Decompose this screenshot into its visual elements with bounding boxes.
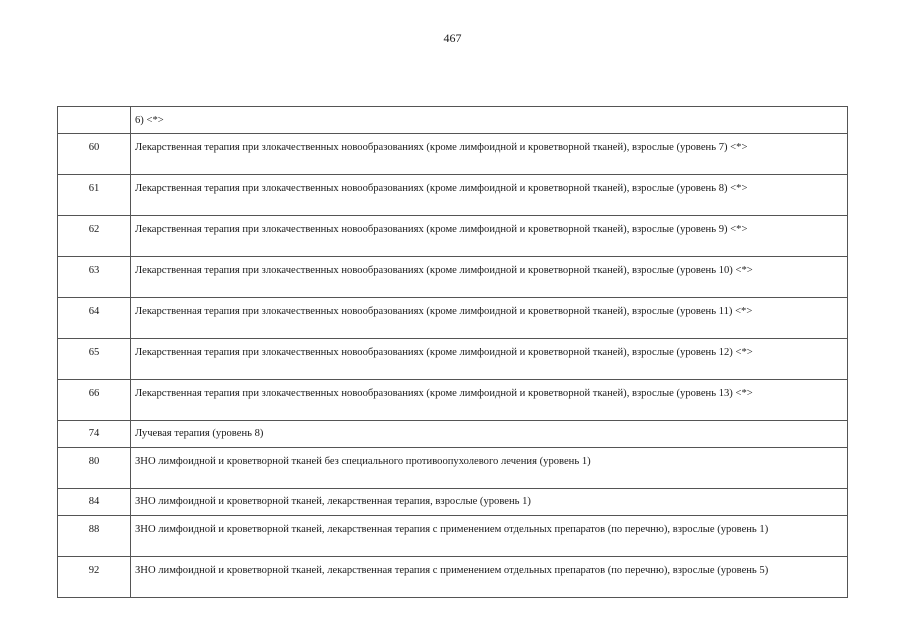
- row-number: 88: [88, 524, 100, 535]
- row-description-cell: [131, 175, 848, 216]
- row-description-cell: [131, 557, 848, 598]
- row-number: 64: [88, 306, 100, 317]
- row-number-cell: [58, 557, 131, 598]
- row-description-cell: [131, 516, 848, 557]
- table-row: [58, 216, 848, 257]
- row-description: ЗНО лимфоидной и кроветворной тканей, лекарственная терапия с применением отдельных препаратов (по перечню), взрослые (уровень 1): [135, 524, 769, 535]
- page-number: 467: [443, 31, 462, 45]
- table-row: [58, 516, 848, 557]
- row-description: ЗНО лимфоидной и кроветворной тканей, лекарственная терапия, взрослые (уровень 1): [135, 496, 531, 507]
- row-number-cell: [58, 216, 131, 257]
- row-number: 84: [88, 496, 100, 507]
- row-description-cell: [131, 134, 848, 175]
- row-number-cell: [58, 175, 131, 216]
- row-description: Лекарственная терапия при злокачественных новообразованиях (кроме лимфоидной и кроветворной тканей), взрослые (уровень 8) <*>: [135, 183, 748, 194]
- row-number: 62: [88, 224, 100, 235]
- row-description-cell: [131, 298, 848, 339]
- table-row: [58, 489, 848, 516]
- row-description: Лучевая терапия (уровень 8): [135, 428, 264, 439]
- row-description: ЗНО лимфоидной и кроветворной тканей, лекарственная терапия с применением отдельных препаратов (по перечню), взрослые (уровень 5): [135, 565, 769, 576]
- table-row: [58, 448, 848, 489]
- table-row: [58, 257, 848, 298]
- row-number: 65: [88, 347, 100, 358]
- row-description: Лекарственная терапия при злокачественных новообразованиях (кроме лимфоидной и кроветворной тканей), взрослые (уровень 11) <*>: [135, 306, 753, 317]
- row-description-cell: [131, 216, 848, 257]
- table-row: [58, 107, 848, 134]
- table-row: [58, 421, 848, 448]
- row-description-cell: [131, 339, 848, 380]
- row-description-cell: [131, 448, 848, 489]
- row-description-cell: [131, 380, 848, 421]
- row-number: [58, 107, 130, 120]
- table-row: [58, 557, 848, 598]
- row-number-cell: [58, 339, 131, 380]
- row-description: Лекарственная терапия при злокачественных новообразованиях (кроме лимфоидной и кроветворной тканей), взрослые (уровень 12) <*>: [135, 347, 753, 358]
- row-number: 61: [88, 183, 100, 194]
- row-description-cell: [131, 421, 848, 448]
- row-description-cell: [131, 257, 848, 298]
- row-number: 63: [88, 265, 100, 276]
- table-row: [58, 339, 848, 380]
- row-description-cell: [131, 489, 848, 516]
- row-number: 74: [88, 428, 100, 439]
- tariff-table: [57, 106, 848, 598]
- table-row: [58, 298, 848, 339]
- row-number-cell: [58, 421, 131, 448]
- table-row: [58, 175, 848, 216]
- row-description: Лекарственная терапия при злокачественных новообразованиях (кроме лимфоидной и кроветворной тканей), взрослые (уровень 9) <*>: [135, 224, 748, 235]
- row-description: Лекарственная терапия при злокачественных новообразованиях (кроме лимфоидной и кроветворной тканей), взрослые (уровень 13) <*>: [135, 388, 753, 399]
- row-description: ЗНО лимфоидной и кроветворной тканей без специального противоопухолевого лечения (уровень 1): [135, 456, 591, 467]
- row-description: Лекарственная терапия при злокачественных новообразованиях (кроме лимфоидной и кроветворной тканей), взрослые (уровень 7) <*>: [135, 142, 748, 153]
- row-number-cell: [58, 489, 131, 516]
- row-number-cell: [58, 516, 131, 557]
- row-description-cell: [131, 107, 848, 134]
- row-number: 92: [88, 565, 100, 576]
- row-number-cell: [58, 134, 131, 175]
- row-number-cell: [58, 298, 131, 339]
- row-number: 66: [88, 388, 100, 399]
- table-row: [58, 134, 848, 175]
- row-number-cell: [58, 107, 131, 134]
- row-number-cell: [58, 380, 131, 421]
- row-number-cell: [58, 448, 131, 489]
- row-number-cell: [58, 257, 131, 298]
- row-description: 6) <*>: [135, 115, 164, 126]
- row-number: 60: [88, 142, 100, 153]
- row-description: Лекарственная терапия при злокачественных новообразованиях (кроме лимфоидной и кроветворной тканей), взрослые (уровень 10) <*>: [135, 265, 753, 276]
- row-number: 80: [88, 456, 100, 467]
- table-row: [58, 380, 848, 421]
